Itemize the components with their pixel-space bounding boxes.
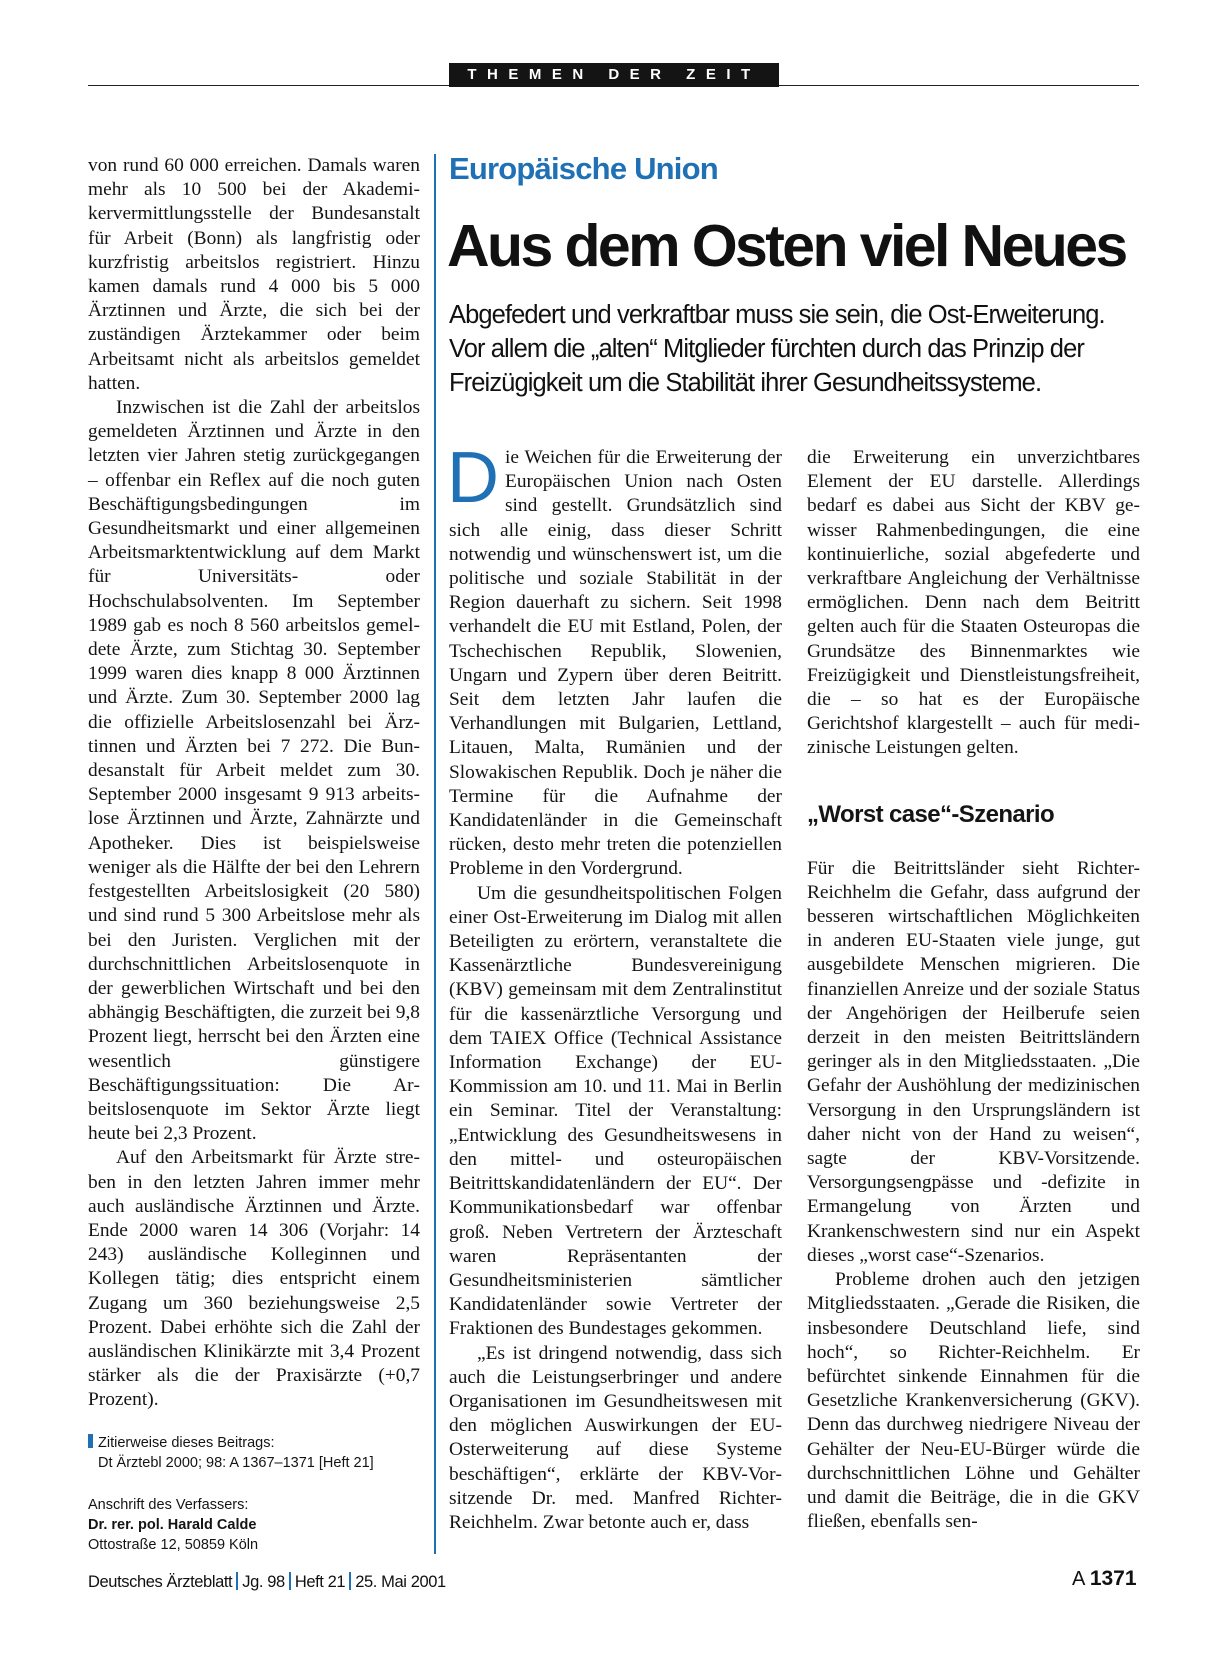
page-prefix: A	[1072, 1568, 1085, 1590]
section-banner: THEMEN DER ZEIT	[449, 63, 779, 87]
paragraph	[447, 438, 782, 882]
citation-reference: Dt Ärztebl 2000; 98: A 1367–1371 [Heft 21]	[98, 1455, 374, 1471]
page-number-value: 1371	[1089, 1567, 1137, 1590]
paragraph: die Erweiterung ein unverzichtbares Element der EU darstelle. Allerdings bedarf es dabei aus Sicht der KBV gewisser Rahmenbedingungen, die eine kontinuierliche, sozial abgefederte und verkraftbare Angleichung der Verhältnisse ermöglichen. Denn nach dem Beitritt gelten auch für die Staaten Osteuropas die Grundsätze des Binnenmarktes wie Freizügigkeit und Dienstleistungsfreiheit, die – so hat es der Europäische Gerichtshof klargestellt – auch für medizinische Leistungen gelten.	[807, 447, 1140, 759]
paragraph: von rund 60 000 erreichen. Damals waren mehr als 10 500 bei der Akademikervermittlungsstelle der Bundesanstalt für Arbeit (Bonn) als langfristig oder kurzfristig arbeitslos registriert. Hinzu kamen damals rund 4 000 bis 5 000 Ärztinnen und Ärzte, die sich bei der zuständigen Ärztekammer oder beim Arbeitsamt nicht als arbeitslos gemeldet hatten.	[88, 155, 420, 394]
journal-name: Deutsches Ärzteblatt	[88, 1573, 233, 1591]
left-column	[88, 154, 420, 1413]
citation-label: Zitierweise dieses Beitrags:	[98, 1435, 275, 1451]
section-subhead: „Worst case“-Szenario	[807, 800, 1055, 828]
paragraph: „Es ist dringend notwendig, dass sich auch die Leistungserbringer und andere Organisationen im Gesundheitswesen mit den möglichen Auswirkungen der EU-Osterweiterung auf diese Systeme beschäftigen“, erklärte der KBV-Vorsitzende Dr. med. Manfred Richter-Reichhelm. Zwar betonte auch er, dass	[449, 1342, 782, 1533]
drop-cap: D	[447, 438, 499, 518]
page-number	[1072, 1567, 1137, 1591]
column-divider	[434, 154, 436, 1554]
paragraph: Probleme drohen auch den jetzigen Mitgliedsstaaten. „Gerade die Risiken, die insbesondere Deutschland liefe, sind hoch“, so Richter-Reichhelm. Er befürchtet sinkende Einnahmen für die Gesetzliche Krankenversicherung (GKV). Denn das durchweg niedrigere Niveau der Gehälter der Neu-EU-Bürger würde die durchschnittlichen Löhne und Gehälter und damit die Beiträge, die in die GKV fließen, ebenfalls sen-	[807, 1269, 1140, 1533]
paragraph: Für die Beitrittsländer sieht Richter-Reichhelm die Gefahr, dass aufgrund der besseren wirtschaftlichen Möglichkeiten in anderen EU-Staaten viele junge, gut ausgebildete Menschen migrieren. Die finanziellen Anreize und der soziale Status der Angehörigen der Heilberufe seien derzeit in den meisten Beitrittsländern geringer als in den Mitgliedsstaaten. „Die Gefahr der Aushöhlung der medizinischen Versorgung in den Ursprungsländern ist daher nicht von der Hand zu weisen“, sagte der KBV-Vorsitzende. Versorgungsengpässe und -defizite in Ermangelung von Ärzten und Krankenschwestern sind nur ein Aspekt dieses „worst case“-Szenarios.	[807, 857, 1140, 1266]
article-headline: Aus dem Osten viel Neues	[447, 213, 1126, 279]
article-lede	[449, 298, 1149, 400]
right-column	[807, 446, 1140, 1534]
author-name: Dr. rer. pol. Harald Calde	[88, 1517, 257, 1533]
citation-note	[88, 1433, 420, 1473]
citation-marker-icon	[88, 1434, 93, 1448]
footer-separator	[236, 1572, 238, 1590]
lede-line: Freizügigkeit um die Stabilität ihrer Gesundheitssysteme.	[449, 369, 1042, 397]
middle-column	[447, 438, 782, 1535]
lede-line: Vor allem die „alten“ Mitglieder fürchten durch das Prinzip der	[449, 335, 1084, 363]
lede-line: Abgefedert und verkraftbar muss sie sein, die Ost-Erweiterung.	[449, 301, 1105, 329]
paragraph: Inzwischen ist die Zahl der arbeitslos gemeldeten Ärztinnen und Ärzte in den letzten vier Jahren stetig zurückgegangen – offenbar ein Reflex auf die noch guten Beschäftigungsbedingungen im Gesundheitsmarkt und einer allgemeinen Arbeitsmarktentwicklung auf dem Markt für Universitäts- oder Hochschulabsolventen. Im September 1989 gab es noch 8 560 arbeitslos gemeldete Ärzte, zum Stichtag 30. September 1999 waren dies knapp 8 000 Ärztinnen und Ärzte. Zum 30. September 2000 lag die offizielle Arbeitslosenzahl bei Ärztinnen und Ärzten bei 7 272. Die Bundesanstalt für Arbeit meldet zum 30. September 2000 insgesamt 9 913 arbeitslose Ärztinnen und Ärzte, Zahnärzte und Apotheker. Dies ist beispielsweise weniger als die Hälfte der bei den Lehrern festgestellten Arbeitslosigkeit (20 580) und sind rund 5 300 Arbeitslose mehr als bei den Juristen. Verglichen mit der durchschnittlichen Arbeitslosenquote in der gewerblichen Wirtschaft und bei den abhängig Beschäftigten, die zurzeit bei 9,8 Prozent liegt, herrscht bei den Ärzten eine wesentlich günstigere Beschäftigungssituation: Die Arbeitslosenquote im Sektor Ärzte liegt heute bei 2,3 Prozent.	[88, 397, 420, 1145]
paragraph: Um die gesundheitspolitischen Folgen einer Ost-Erweiterung im Dialog mit allen Beteiligten zu erörtern, veranstaltete die Kassenärztliche Bundesvereinigung (KBV) gemeinsam mit dem Zentralinstitut für die kassenärztliche Versorgung und dem TAIEX Office (Technical Assistance Information Exchange) der EU-Kommission am 10. und 11. Mai in Berlin ein Seminar. Titel der Veranstaltung: „Entwicklung des Gesundheitswesens in den mittel- und osteuropäischen Beitrittskandidatenländern der EU“. Der Kommunikationsbedarf war offenbar groß. Neben Vertretern der Ärzteschaft waren Repräsentanten der Gesundheitsministerien sämtlicher Kandidatenländer sowie Vertreter der Fraktionen des Bundestages gekommen.	[449, 882, 782, 1340]
paragraph: Auf den Arbeitsmarkt für Ärzte streben in den letzten Jahren immer mehr auch ausländische Ärztinnen und Ärzte. Ende 2000 waren 14 306 (Vorjahr: 14 243) ausländische Kolleginnen und Kollegen tätig; dies entspricht einem Zugang um 360 beziehungsweise 2,5 Prozent. Dabei erhöhte sich die Zahl der ausländischen Klinikärzte mit 3,4 Prozent stärker als die der Praxisärzte (+0,7 Prozent).	[88, 1147, 420, 1411]
page-footer	[88, 1572, 446, 1592]
journal-issue: Heft 21	[294, 1573, 346, 1591]
paragraph-text: ie Weichen für die Erweiterung der Europäischen Union nach Osten sind gestellt. Grundsätzlich sind sich alle einig, dass dieser Schritt notwendig und wünschenswert ist, um die politische und soziale Stabilität in der Region dauerhaft zu sichern. Seit 1998 verhandelt die EU mit Estland, Polen, der Tschechischen Republik, Slowenien, Ungarn und Zypern über deren Beitritt. Seit dem letzten Jahr laufen die Verhandlungen mit Bulgarien, Lettland, Litauen, Malta, Rumänien und der Slowakischen Republik. Doch je näher die Termine für die Aufnahme der Kandidatenländer in die Gemeinschaft rücken, desto mehr treten die potenziellen Probleme in den Vordergrund.	[449, 447, 782, 880]
author-address	[88, 1495, 258, 1555]
article-kicker: Europäische Union	[449, 151, 718, 186]
author-label: Anschrift des Verfassers:	[88, 1497, 249, 1513]
issue-date: 25. Mai 2001	[355, 1573, 446, 1591]
journal-volume: Jg. 98	[242, 1573, 285, 1591]
author-street: Ottostraße 12, 50859 Köln	[88, 1537, 259, 1553]
footer-separator	[349, 1572, 351, 1590]
footer-separator	[289, 1572, 291, 1590]
